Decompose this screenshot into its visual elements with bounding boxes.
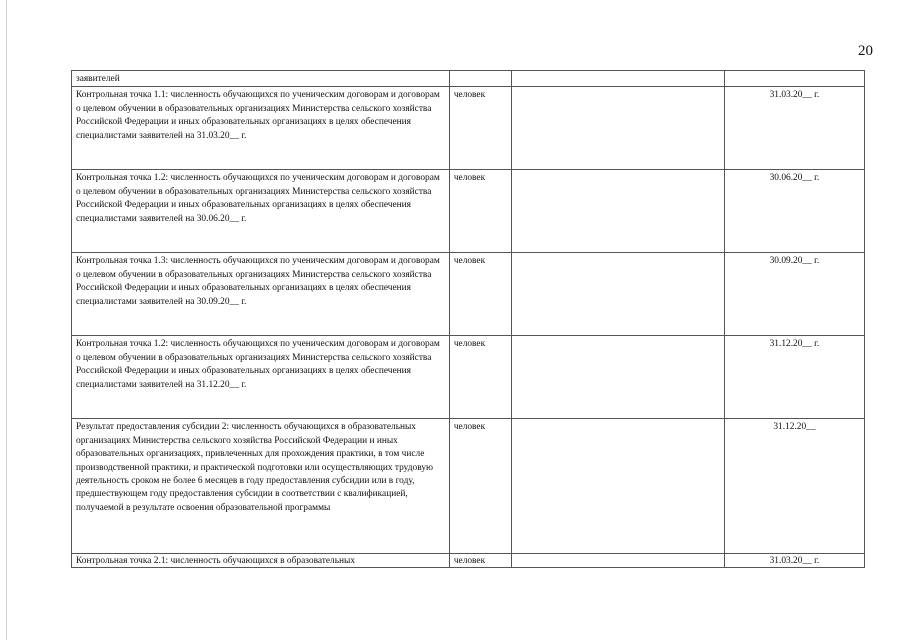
row-unit: человек: [449, 87, 511, 170]
row-value: [512, 71, 725, 87]
row-date: 30.09.20__ г.: [724, 253, 864, 336]
table-row: [72, 87, 865, 170]
table-row: [72, 336, 865, 419]
table-row: [72, 554, 865, 568]
row-unit: человек: [449, 554, 511, 568]
row-value: [512, 419, 725, 554]
row-date: [724, 71, 864, 87]
row-date: 31.12.20__ г.: [724, 336, 864, 419]
table-row: [72, 419, 865, 554]
table-row: [72, 170, 865, 253]
page-left-edge: [6, 0, 7, 640]
row-date: 30.06.20__ г.: [724, 170, 864, 253]
row-description: заявителей: [72, 71, 450, 87]
row-date: 31.03.20__ г.: [724, 554, 864, 568]
row-value: [512, 87, 725, 170]
row-unit: [449, 71, 511, 87]
row-unit: человек: [449, 336, 511, 419]
table-row: [72, 71, 865, 87]
row-description: Контрольная точка 2.1: численность обучающихся в образовательных: [72, 554, 450, 568]
row-date: 31.12.20__: [724, 419, 864, 554]
row-description: Контрольная точка 1.3: численность обучающихся по ученическим договорам и договорам о целевом обучении в образовательных организациях Министерства сельского хозяйства Российской Федерации и иных образовательных организациях в целях обеспечения специалистами заявителей на 30.09.20__ г.: [72, 253, 450, 336]
row-description: Результат предоставления субсидии 2: численность обучающихся в образовательных организациях Министерства сельского хозяйства Российской Федерации и иных образовательных организациях, привлеченных для прохождения практики, в том числе производственной практики, и практической подготовки или осуществляющих трудовую деятельность сроком не более 6 месяцев в году предоставления субсидии или в году, предшествующем году предоставления субсидии в соответствии с квалификацией, получаемой в результате освоения образовательной программы: [72, 419, 450, 554]
row-unit: человек: [449, 419, 511, 554]
row-unit: человек: [449, 253, 511, 336]
row-value: [512, 170, 725, 253]
row-value: [512, 336, 725, 419]
row-unit: человек: [449, 170, 511, 253]
row-value: [512, 253, 725, 336]
report-table: [71, 70, 865, 568]
row-description: Контрольная точка 1.1: численность обучающихся по ученическим договорам и договорам о целевом обучении в образовательных организациях Министерства сельского хозяйства Российской Федерации и иных образовательных организациях в целях обеспечения специалистами заявителей на 31.03.20__ г.: [72, 87, 450, 170]
row-description: Контрольная точка 1.2: численность обучающихся по ученическим договорам и договорам о целевом обучении в образовательных организациях Министерства сельского хозяйства Российской Федерации и иных образовательных организациях в целях обеспечения специалистами заявителей на 30.06.20__ г.: [72, 170, 450, 253]
row-date: 31.03.20__ г.: [724, 87, 864, 170]
row-value: [512, 554, 725, 568]
row-description: Контрольная точка 1.2: численность обучающихся по ученическим договорам и договорам о целевом обучении в образовательных организациях Министерства сельского хозяйства Российской Федерации и иных образовательных организациях в целях обеспечения специалистами заявителей на 31.12.20__ г.: [72, 336, 450, 419]
table-row: [72, 253, 865, 336]
page-number: 20: [858, 43, 873, 59]
